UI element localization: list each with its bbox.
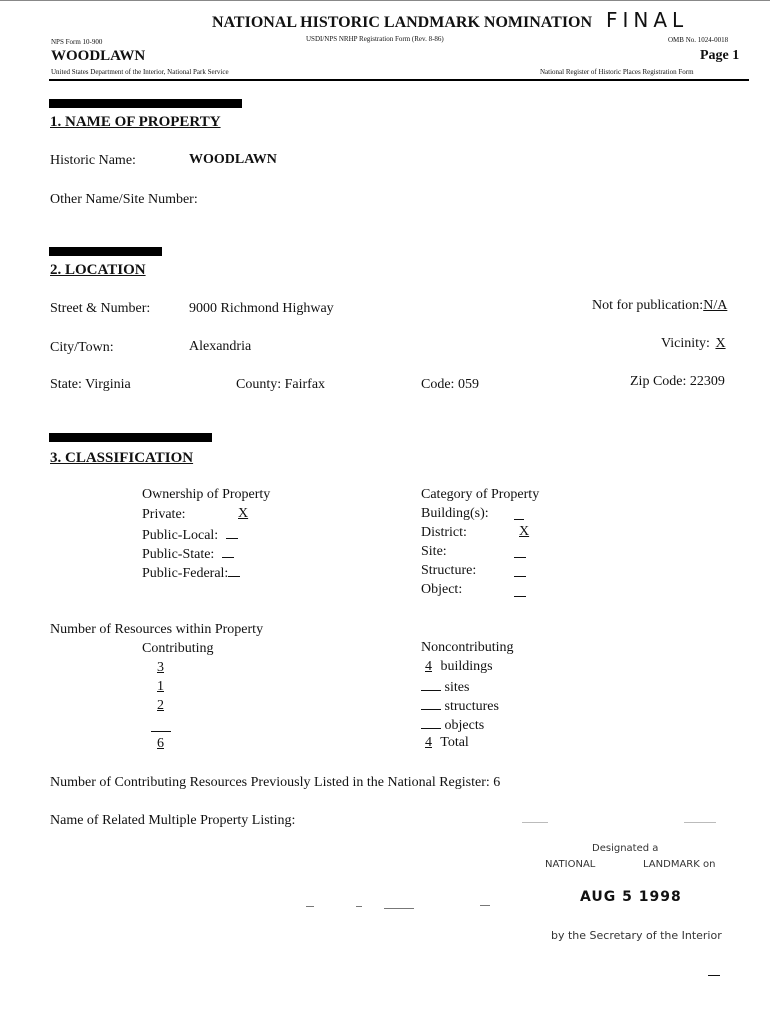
form-number: NPS Form 10-900 — [51, 38, 103, 46]
form-revision: USDI/NPS NRHP Registration Form (Rev. 8-86) — [306, 35, 444, 43]
agency-name: United States Department of the Interior, National Park Service — [51, 68, 229, 76]
scan-mark — [356, 906, 362, 907]
scan-mark — [480, 905, 490, 906]
ownership-public-local — [142, 526, 238, 544]
category-object-blank — [514, 596, 526, 597]
stamp-line-4: by the Secretary of the Interior — [551, 929, 722, 942]
noncontributing-count: 4 — [425, 735, 432, 750]
scan-mark — [708, 975, 720, 976]
ownership-private-mark — [238, 506, 248, 522]
category-buildings-blank — [514, 519, 524, 520]
ownership-public-federal — [142, 564, 240, 582]
section-3-heading: 3. CLASSIFICATION — [50, 450, 194, 466]
historic-name-label: Historic Name: — [50, 153, 136, 168]
not-for-publication — [592, 298, 727, 314]
street-value: 9000 Richmond Highway — [189, 301, 334, 316]
other-name-label: Other Name/Site Number: — [50, 192, 198, 207]
noncontributing-blank — [421, 678, 441, 691]
section-3-bar — [49, 433, 212, 442]
ownership-mark: X — [238, 506, 249, 521]
ownership-label: Public-Federal: — [142, 566, 229, 581]
scan-mark — [384, 908, 414, 909]
city-value: Alexandria — [189, 339, 252, 354]
register-form-name: National Register of Historic Places Registration Form — [540, 68, 694, 76]
category-site: Site: — [421, 544, 447, 559]
scan-mark — [522, 822, 548, 823]
not-for-publication-label: Not for publication: — [592, 298, 704, 313]
noncontributing-blank — [421, 697, 441, 710]
category-district: District: — [421, 525, 467, 540]
top-scan-line — [0, 0, 770, 1]
code-field: Code: 059 — [421, 377, 479, 392]
noncontributing-label: Total — [440, 735, 469, 750]
ownership-label: Public-State: — [142, 547, 215, 562]
section-1-bar — [49, 99, 242, 108]
not-for-publication-value: N/A — [703, 298, 728, 313]
ownership-title: Ownership of Property — [142, 487, 271, 502]
category-object: Object: — [421, 582, 463, 597]
contributing-buildings: 3 — [157, 660, 164, 675]
related-multiple-listing: Name of Related Multiple Property Listing: — [50, 813, 296, 828]
ownership-public-state — [142, 545, 234, 563]
category-site-blank — [514, 557, 526, 558]
section-2-heading: 2. LOCATION — [50, 262, 146, 278]
county-field: County: Fairfax — [236, 377, 326, 392]
section-2-bar — [49, 247, 162, 256]
noncontributing-total — [421, 735, 469, 751]
category-structure: Structure: — [421, 563, 477, 578]
previously-listed: Number of Contributing Resources Previously Listed in the National Register: 6 — [50, 775, 501, 790]
vicinity-label: Vicinity: — [661, 336, 710, 351]
vicinity — [661, 336, 734, 352]
noncontributing-blank — [421, 716, 441, 729]
ownership-label: Public-Local: — [142, 528, 219, 543]
handwritten-annotation: FINAL — [606, 8, 689, 32]
noncontributing-structures — [421, 697, 499, 715]
scan-mark — [684, 822, 716, 823]
noncontributing-label: buildings — [440, 659, 493, 674]
section-1-heading: 1. NAME OF PROPERTY — [50, 114, 221, 130]
noncontributing-buildings — [421, 659, 493, 675]
contributing-title: Contributing — [142, 641, 214, 656]
contributing-sites: 1 — [157, 679, 164, 694]
page-number: Page 1 — [700, 48, 740, 63]
stamp-line-2-right: LANDMARK on — [643, 859, 716, 870]
historic-name-value: WOODLAWN — [189, 152, 277, 167]
category-structure-blank — [514, 576, 526, 577]
ownership-blank — [228, 564, 240, 577]
resources-title: Number of Resources within Property — [50, 622, 264, 637]
noncontributing-title: Noncontributing — [421, 640, 514, 655]
category-title: Category of Property — [421, 487, 540, 502]
noncontributing-count: 4 — [425, 659, 432, 674]
noncontributing-label: structures — [444, 699, 499, 714]
document-title: NATIONAL HISTORIC LANDMARK NOMINATION — [212, 14, 593, 31]
ownership-blank — [226, 526, 238, 539]
category-district-mark: X — [519, 524, 530, 539]
stamp-line-2-left: NATIONAL — [545, 859, 596, 870]
category-buildings: Building(s): — [421, 506, 489, 521]
ownership-blank — [222, 545, 234, 558]
street-label: Street & Number: — [50, 301, 151, 316]
property-name-header: WOODLAWN — [51, 48, 146, 64]
contributing-total: 6 — [157, 736, 164, 751]
stamp-line-1: Designated a — [592, 843, 659, 854]
noncontributing-label: sites — [444, 680, 470, 695]
scan-mark — [306, 906, 314, 907]
contributing-objects-blank — [151, 731, 171, 732]
noncontributing-label: objects — [444, 718, 485, 733]
city-label: City/Town: — [50, 340, 114, 355]
stamp-date: AUG 5 1998 — [580, 889, 682, 905]
omb-number: OMB No. 1024-0018 — [668, 36, 729, 44]
vicinity-value: X — [715, 336, 726, 351]
noncontributing-sites — [421, 678, 469, 696]
ownership-private — [142, 507, 186, 523]
contributing-structures: 2 — [157, 698, 164, 713]
zip-code-field: Zip Code: 22309 — [630, 374, 725, 389]
noncontributing-objects — [421, 716, 484, 734]
header-rule — [49, 79, 749, 81]
ownership-label: Private: — [142, 507, 186, 522]
state-field: State: Virginia — [50, 377, 131, 392]
